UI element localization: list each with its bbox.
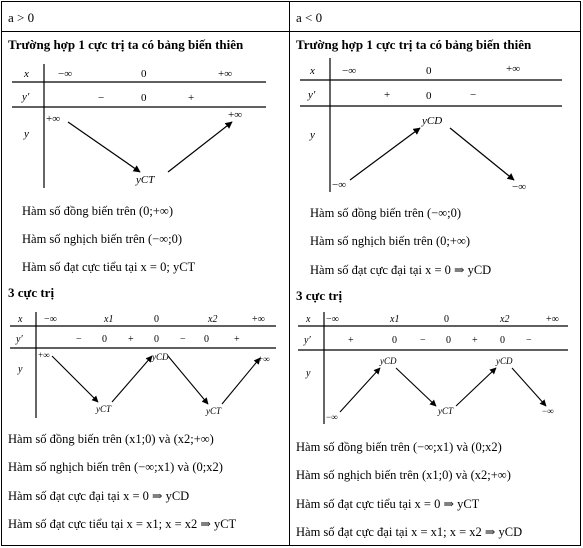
right-case3-line-3: Hàm số đạt cực tiểu tại x = 0 ⇒ yCT: [296, 497, 480, 511]
right-case1-line-3: Hàm số đạt cực đại tại x = 0 ⇒ yCD: [310, 263, 492, 277]
sign: −: [420, 335, 426, 346]
x-value: 0: [426, 65, 432, 77]
y-row-label: y: [306, 368, 311, 379]
x-value: +∞: [218, 68, 233, 80]
y-value: −∞: [332, 179, 347, 191]
right-case3-line-4: Hàm số đạt cực đại tại x = x1; x = x2 ⇒ yCD: [296, 525, 523, 539]
sign: +: [234, 334, 240, 345]
y-value: −∞: [326, 412, 338, 422]
x-value: x1: [104, 314, 114, 325]
left-case1-line-2: Hàm số nghịch biến trên (−∞;0): [22, 232, 183, 246]
y-value: yCT: [96, 404, 112, 414]
right-case3-line-2: Hàm số nghịch biến trên (x1;0) và (x2;+∞): [296, 468, 511, 482]
sign: +: [128, 334, 134, 345]
left-column-header: a > 0: [8, 10, 35, 25]
y-value: yCD: [380, 356, 397, 366]
x-value: x2: [208, 314, 218, 325]
y-value: +∞: [258, 354, 270, 364]
sign: 0: [204, 334, 209, 345]
sign: 0: [392, 335, 397, 346]
x-row-label: x: [306, 314, 311, 325]
y-value: yCD: [496, 356, 513, 366]
right-column-header: a < 0: [296, 10, 323, 25]
column-divider: [289, 1, 290, 546]
x-value: x2: [500, 314, 510, 325]
x-value: 0: [141, 68, 147, 80]
left-case1-title: Trường hợp 1 cực trị ta có bảng biến thiên: [8, 37, 244, 52]
y-value: −∞: [542, 406, 554, 416]
yprime-row-label: y′: [304, 335, 311, 346]
left-case1-line-3: Hàm số đạt cực tiểu tại x = 0; yCT: [22, 260, 196, 274]
x-value: +∞: [252, 314, 265, 325]
y-value: yCD: [152, 352, 169, 362]
sign: 0: [154, 334, 159, 345]
y-row-label: y: [310, 129, 315, 141]
y-value: +∞: [38, 350, 50, 360]
sign: +: [472, 335, 478, 346]
left-case3-line-4: Hàm số đạt cực tiểu tại x = x1; x = x2 ⇒ yCT: [8, 517, 237, 531]
header-divider: [1, 31, 581, 32]
right-case3-line-1: Hàm số đồng biến trên (−∞;x1) và (0;x2): [296, 440, 502, 454]
sign: 0: [102, 334, 107, 345]
yprime-row-label: y′: [22, 91, 30, 103]
x-row-label: x: [310, 65, 315, 77]
left-case3-line-1: Hàm số đồng biến trên (x1;0) và (x2;+∞): [8, 432, 214, 446]
left-case3-variation-table: [8, 310, 280, 422]
sign: −: [526, 335, 532, 346]
left-case3-line-3: Hàm số đạt cực đại tại x = 0 ⇒ yCD: [8, 489, 190, 503]
sign: 0: [500, 335, 505, 346]
left-case3-line-2: Hàm số nghịch biến trên (−∞;x1) và (0;x2): [8, 460, 223, 474]
sign: 0: [446, 335, 451, 346]
sign: +: [188, 92, 195, 104]
sign: 0: [426, 90, 432, 102]
x-value: 0: [444, 314, 449, 325]
sign: +: [348, 335, 354, 346]
y-row-label: y: [18, 364, 23, 375]
x-value: 0: [154, 314, 159, 325]
x-value: −∞: [58, 68, 73, 80]
sign: −: [98, 92, 105, 104]
right-case1-title: Trường hợp 1 cực trị ta có bảng biến thiên: [296, 37, 532, 52]
x-value: x1: [390, 314, 400, 325]
sign: +: [384, 89, 391, 101]
x-value: +∞: [506, 63, 521, 75]
yprime-row-label: y′: [308, 89, 316, 101]
sign: −: [180, 334, 186, 345]
x-value: +∞: [546, 314, 559, 325]
right-case3-variation-table: [296, 310, 572, 428]
left-case1-line-1: Hàm số đồng biến trên (0;+∞): [22, 204, 174, 218]
left-case3-title: 3 cực trị: [8, 285, 55, 300]
x-value: −∞: [44, 314, 57, 325]
yprime-row-label: y′: [16, 334, 23, 345]
right-case1-variation-table: [298, 56, 564, 196]
x-value: −∞: [342, 65, 357, 77]
x-row-label: x: [18, 314, 23, 325]
sign: −: [76, 334, 82, 345]
sign: −: [470, 89, 477, 101]
right-case1-line-2: Hàm số nghịch biến trên (0;+∞): [310, 234, 471, 248]
sign: 0: [141, 92, 147, 104]
left-case1-variation-table: [10, 62, 266, 192]
y-value: yCD: [422, 115, 443, 127]
y-value: yCT: [136, 174, 155, 186]
x-value: −∞: [326, 314, 339, 325]
y-row-label: y: [24, 128, 29, 140]
y-value: +∞: [46, 113, 61, 125]
y-value: +∞: [228, 109, 243, 121]
right-case1-line-1: Hàm số đồng biến trên (−∞;0): [310, 206, 462, 220]
y-value: yCT: [438, 406, 454, 416]
y-value: −∞: [512, 181, 527, 193]
x-row-label: x: [24, 68, 29, 80]
y-value: yCT: [206, 406, 222, 416]
right-case3-title: 3 cực trị: [296, 288, 343, 303]
